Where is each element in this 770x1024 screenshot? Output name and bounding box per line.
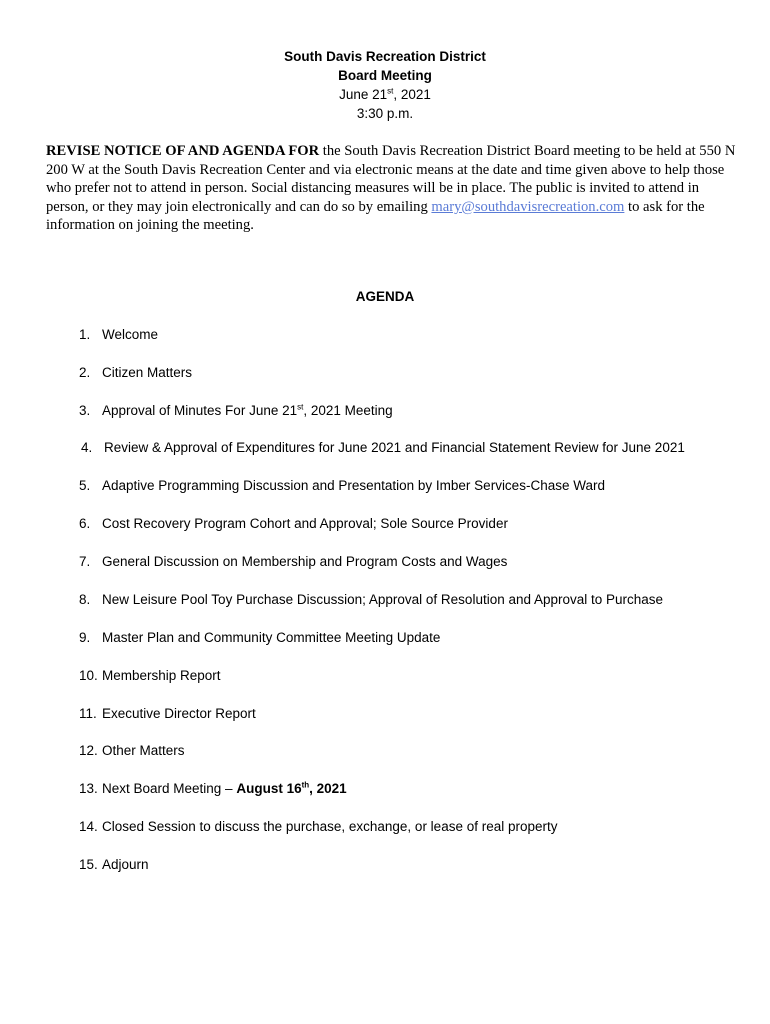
agenda-item-text: Closed Session to discuss the purchase, exchange, or lease of real property bbox=[102, 819, 558, 834]
agenda-item-number: 10. bbox=[79, 668, 98, 683]
meeting-date-sup: st bbox=[387, 86, 394, 96]
agenda-item-text: Cost Recovery Program Cohort and Approval; Sole Source Provider bbox=[102, 516, 508, 531]
meeting-date-year: , 2021 bbox=[393, 87, 431, 102]
agenda-item-number: 5. bbox=[79, 478, 91, 493]
agenda-item-number: 13. bbox=[79, 781, 98, 796]
agenda-item bbox=[0, 590, 720, 610]
agenda-item-text: Master Plan and Community Committee Meeting Update bbox=[102, 630, 441, 645]
agenda-item bbox=[0, 325, 720, 345]
agenda-item-number: 3. bbox=[79, 403, 91, 418]
next-meeting-date: August 16 bbox=[236, 781, 302, 796]
agenda-item-number: 6. bbox=[79, 516, 91, 531]
agenda-item bbox=[0, 855, 720, 875]
agenda-item-number: 12. bbox=[79, 743, 98, 758]
agenda-item bbox=[0, 666, 720, 686]
agenda-item-sup: st bbox=[297, 402, 304, 412]
agenda-item-text: Adaptive Programming Discussion and Presentation by Imber Services-Chase Ward bbox=[102, 478, 605, 493]
agenda-item bbox=[0, 401, 720, 421]
agenda-item-text: New Leisure Pool Toy Purchase Discussion; Approval of Resolution and Approval to Purchase bbox=[102, 592, 664, 607]
agenda-item bbox=[0, 514, 720, 534]
agenda-item-text: Executive Director Report bbox=[102, 706, 256, 721]
agenda-item bbox=[0, 552, 720, 572]
agenda-item-number: 8. bbox=[79, 592, 91, 607]
agenda-item-number: 11. bbox=[79, 706, 97, 721]
agenda-item-text: Membership Report bbox=[102, 668, 221, 683]
meeting-type: Board Meeting bbox=[338, 68, 432, 83]
agenda-title: AGENDA bbox=[355, 289, 415, 304]
meeting-date bbox=[0, 85, 770, 104]
agenda-item-text: Welcome bbox=[102, 327, 159, 342]
agenda-item-text bbox=[102, 401, 393, 421]
agenda-item-number: 1. bbox=[79, 327, 91, 342]
agenda-item-number: 4. bbox=[81, 440, 93, 455]
agenda-item-text: Review & Approval of Expenditures for June 2021 and Financial Statement Review for June 2021 bbox=[104, 440, 685, 455]
meeting-date-main: June 21 bbox=[339, 87, 388, 102]
agenda-item-text-main: Approval of Minutes For June 21 bbox=[102, 403, 298, 418]
agenda-item-number: 15. bbox=[79, 857, 98, 872]
meeting-time: 3:30 p.m. bbox=[356, 106, 414, 121]
agenda-item bbox=[0, 779, 720, 799]
notice-body-end: to ask for the information on joining the meeting. bbox=[46, 198, 705, 234]
agenda-item-text: General Discussion on Membership and Program Costs and Wages bbox=[102, 554, 508, 569]
agenda-item-number: 9. bbox=[79, 630, 91, 645]
notice-paragraph bbox=[46, 142, 736, 235]
notice-body: the South Davis Recreation District Board meeting to be held at 550 N 200 W at the South Davis Recreation Center and via electronic means at the date and time given above to help those who prefer not to attend in person. Social distancing measures will be in place. The public is invited to attend in person, or they may join electronically and can do so by emailing bbox=[46, 143, 736, 215]
agenda-item bbox=[0, 704, 720, 724]
agenda-item-number: 7. bbox=[79, 554, 91, 569]
agenda-item bbox=[0, 628, 720, 648]
agenda-item-number: 14. bbox=[79, 819, 98, 834]
agenda-item-sup: th bbox=[301, 780, 310, 790]
meeting-header bbox=[0, 47, 770, 123]
agenda-item bbox=[0, 476, 720, 496]
agenda-item bbox=[0, 817, 720, 837]
agenda-item-text-main: Next Board Meeting – bbox=[102, 781, 237, 796]
agenda-item-text-end: , 2021 Meeting bbox=[303, 403, 393, 418]
agenda-item bbox=[0, 741, 720, 761]
agenda-item bbox=[0, 363, 720, 383]
agenda-item-number: 2. bbox=[79, 365, 91, 380]
email-link[interactable]: mary@southdavisrecreation.com bbox=[431, 198, 625, 215]
agenda-item-text: Citizen Matters bbox=[102, 365, 193, 380]
next-meeting-year: , 2021 bbox=[309, 781, 347, 796]
agenda-item-text: Adjourn bbox=[102, 857, 149, 872]
agenda-item bbox=[0, 438, 720, 458]
notice-lead: REVISE NOTICE OF AND AGENDA FOR bbox=[46, 143, 320, 159]
agenda-item-text bbox=[102, 779, 347, 799]
agenda-item-text: Other Matters bbox=[102, 743, 185, 758]
org-name: South Davis Recreation District bbox=[284, 49, 486, 64]
